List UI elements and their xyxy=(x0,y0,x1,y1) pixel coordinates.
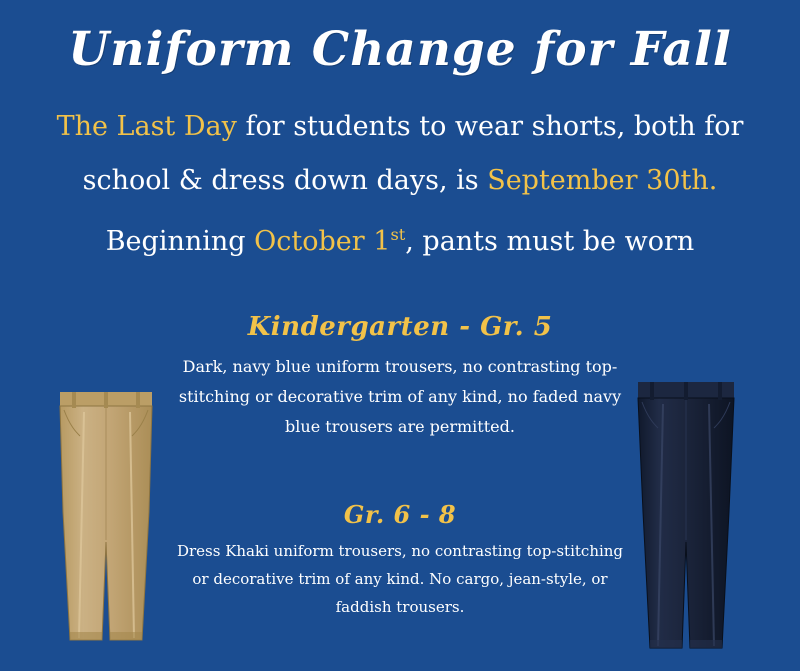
page-title: Uniform Change for Fall xyxy=(68,22,732,77)
intro-line-2-highlight: September 30th. xyxy=(487,165,718,196)
intro-line-2 xyxy=(40,154,760,208)
intro-line-3-highlight xyxy=(254,226,405,257)
khaki-trousers-image xyxy=(46,392,166,642)
intro-date-ordinal: st xyxy=(390,225,406,244)
intro-line-1-rest: for students to wear shorts, both for xyxy=(236,111,744,142)
navy-trousers-image xyxy=(628,382,744,650)
intro-line-1 xyxy=(40,100,760,154)
section-body-kindergarten-gr5: Dark, navy blue uniform trousers, no contrasting top-stitching or decorative trim of any kind, no faded navy blue trousers are permitted. xyxy=(178,357,622,436)
section-title-kindergarten-gr5: Kindergarten - Gr. 5 xyxy=(247,312,553,342)
intro-line-3-plain: Beginning xyxy=(105,226,255,257)
intro-line-1-highlight: The Last Day xyxy=(56,111,237,142)
intro-line-3-rest: , pants must be worn xyxy=(405,226,695,257)
intro-line-3 xyxy=(40,208,760,269)
section-kindergarten-gr5 xyxy=(170,312,630,442)
section-body-gr6-gr8: Dress Khaki uniform trousers, no contrasting top-stitching or decorative trim of any kind. No cargo, jean-style, or faddish trousers. xyxy=(176,542,624,616)
section-gr6-gr8 xyxy=(170,500,630,621)
intro-date-text: October 1 xyxy=(254,226,391,257)
section-title-gr6-gr8: Gr. 6 - 8 xyxy=(343,500,457,529)
intro-paragraph xyxy=(40,100,760,269)
intro-line-2-plain: school & dress down days, is xyxy=(82,165,488,196)
